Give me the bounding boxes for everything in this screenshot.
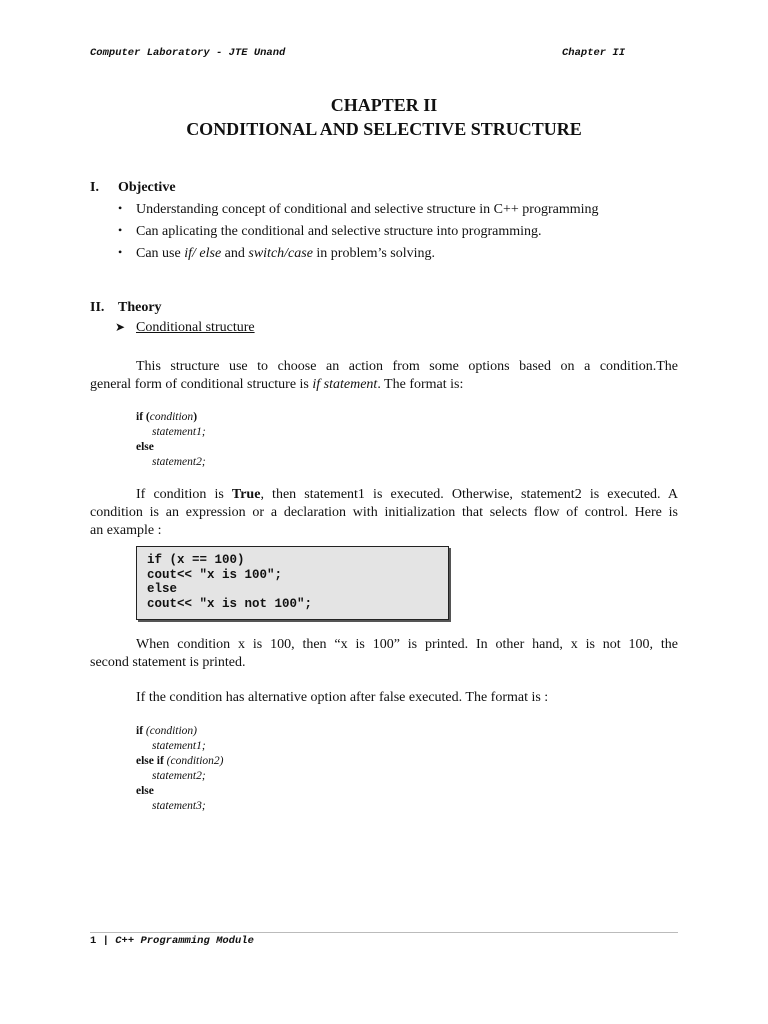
chapter-number: CHAPTER II	[330, 95, 438, 115]
paragraph-alternative: If the condition has alternative option after false executed. The format is :	[136, 690, 549, 705]
paragraph-result: When condition x is 100, then “x is 100” is printed. In other hand, x is not 100, the second statement is printed.	[90, 637, 678, 670]
subheading-conditional: Conditional structure	[136, 320, 255, 335]
section-1-number: I.	[90, 180, 99, 195]
objective-bullet-1: • Understanding concept of conditional and selective structure in C++ programming	[118, 201, 599, 217]
code-line: if (x == 100)	[147, 553, 245, 567]
bullet-dot-icon: •	[118, 223, 123, 237]
page-number: 1	[90, 935, 97, 947]
paragraph-condition: If condition is True, then statement1 is executed. Otherwise, statement2 is executed. A condition is an expression or a declaration with initialization that selects flow of control. Here is an example :	[90, 487, 678, 538]
section-2-number: II.	[90, 300, 105, 315]
header-right: Chapter II	[562, 47, 626, 59]
header-left: Computer Laboratory - JTE Unand	[90, 47, 286, 59]
section-2-title: Theory	[118, 300, 162, 315]
bullet-dot-icon: •	[118, 201, 123, 215]
chapter-title: CONDITIONAL AND SELECTIVE STRUCTURE	[186, 119, 582, 139]
code-line: else	[147, 582, 178, 596]
code-example-box	[136, 546, 449, 620]
footer-divider	[90, 932, 678, 933]
objective-bullet-3: • Can use if/ else and switch/case in problem’s solving.	[118, 245, 436, 261]
syntax-else-if: if (condition) statement1; else if (condition2) statement2; else statement3;	[136, 725, 224, 812]
bullet-dot-icon: •	[118, 245, 123, 259]
footer-title: C++ Programming Module	[115, 935, 254, 947]
code-line: cout<< "x is 100";	[147, 567, 283, 582]
paragraph-intro: This structure use to choose an action from some options based on a condition.The general form of conditional structure is if statement. The format is:	[90, 359, 678, 392]
objective-bullet-2: • Can aplicating the conditional and selective structure into programming.	[118, 223, 542, 239]
section-1-title: Objective	[118, 180, 176, 195]
arrow-bullet-icon: ➤	[115, 320, 126, 334]
code-line: cout<< "x is not 100";	[147, 596, 313, 611]
syntax-if-else: if (condition) statement1; else statement2;	[136, 411, 206, 468]
footer: 1 | C++ Programming Module	[90, 935, 254, 947]
